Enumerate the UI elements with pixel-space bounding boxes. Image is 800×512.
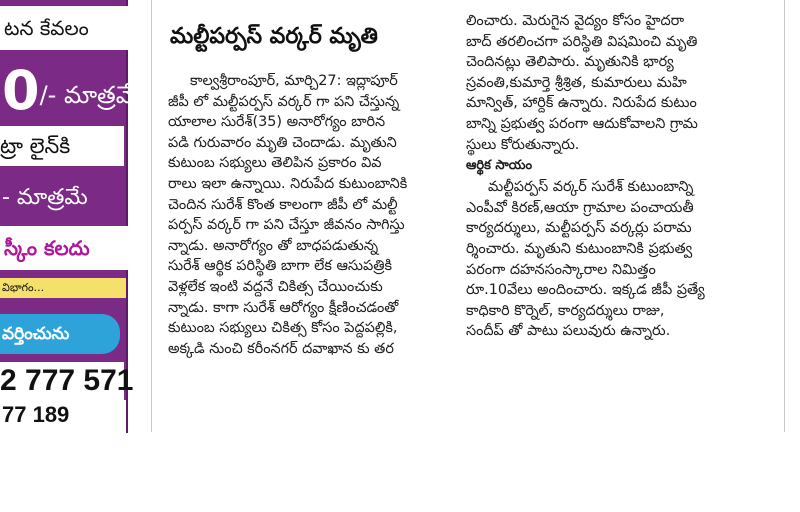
ad-line-offer: టన కేవలం [0, 6, 128, 50]
article-column-2-body [466, 11, 756, 155]
ad-line-scheme: స్కీం కలదు [0, 226, 128, 270]
text-line: యాలాల సురేశ్‌(35) అనారోగ్యం బారిన [168, 114, 386, 131]
article-column-1 [168, 71, 450, 359]
ad-phone-secondary: 77 189 [0, 400, 126, 433]
text-line: న్నాడు. అనారోగ్యం తో బాధపడుతున్న [168, 237, 379, 254]
text-line: న్నాడు. కాగా సురేశ్‌ ఆరోగ్యం క్షీణించడంతో [168, 299, 399, 316]
text-line: చెందిన సురేశ్‌ కొంత కాలంగా జీపీ లో మల్టీ [168, 196, 398, 213]
text-line: కార్యదర్శులు, మల్టీపర్పస్‌ వర్కర్లు పరామ [466, 220, 692, 237]
text-line: కాధికారి కొర్నెల్‌, కార్యదర్శులు రాజు, [466, 302, 665, 319]
text-line: స్రవంతి,కుమార్తె శ్రీశ్రిత, కుమారులు మహి [466, 74, 687, 91]
advertisement-panel [0, 0, 142, 433]
text-line: బాద్‌ తరలించగా పరిస్థితి విషమించి మృతి [466, 33, 698, 50]
article-column-2 [466, 11, 756, 342]
ad-line-4: - మాత్రమే [2, 185, 88, 210]
text-line: బాన్ని ప్రభుత్వ పరంగా ఆదుకోవాలని గ్రామ [466, 115, 698, 132]
text-line: జీపీ లో మల్టీపర్పస్‌ వర్కర్‌ గా పని చేస్తున్న [168, 93, 400, 110]
text-line: ర్శించారు. మృతుని కుటుంబానికి ప్రభుత్వ [466, 240, 693, 257]
text-line: చెందినట్లు తెలిపారు. మృతునికి భార్య [466, 54, 674, 71]
text-line: ఎంపీవో కిరణ్‌,ఆయా గ్రామాల పంచాయతీ [466, 199, 694, 216]
text-line: మాన్విత్‌, హార్దిక్‌ ఉన్నారు. నిరుపేద కుటుం [466, 95, 697, 112]
ad-price-digit: 0 [2, 59, 40, 122]
text-line: కుటుంబ సభ్యులు తెలిపిన ప్రకారం వివ [168, 155, 382, 172]
text-line: లించారు. మెరుగైన వైద్యం కోసం హైదరా [466, 13, 685, 29]
text-line: పరంగా దహనసంస్కారాల నిమిత్తం [466, 261, 656, 278]
text-line: కుటుంబ సభ్యులు చికిత్స కోసం పెద్దపల్లికి, [168, 320, 398, 337]
text-line: అక్కడి నుంచి కరీంనగర్‌ దవాఖాన కు తర [168, 340, 394, 357]
article-column-2-continued [466, 177, 756, 342]
text-line: కాల్వశ్రీరాంపూర్‌, మార్చి27: ఇద్లాపూర్‌ [190, 73, 398, 89]
text-line: మల్టీపర్పస్‌ వర్కర్‌ సురేశ్‌ కుటుంబాన్ని [488, 179, 694, 196]
ad-line-department: విభాగం... [0, 278, 126, 298]
column-divider [151, 0, 152, 432]
ad-price-suffix: /- మాత్రమే [39, 81, 142, 109]
ad-line-3: ట్రా లైన్‌కి [0, 126, 124, 166]
ad-line-applicable: వర్తించును [0, 314, 120, 354]
column-divider-right [784, 0, 785, 432]
text-line: రూ.10వేలు అందించారు. ఇక్కడ జీపీ ప్రత్యే [466, 282, 705, 299]
article-subheading: ఆర్థిక సాయం [466, 158, 533, 174]
text-line: పడి గురువారం మృతి చెందాడు. మృతుని [168, 134, 397, 151]
ad-phone-primary: 2 777 571 [0, 362, 124, 400]
text-line: రాలు ఇలా ఉన్నాయి. నిరుపేద కుటుంబానికి [168, 175, 408, 192]
text-line: సురేశ్‌ ఆర్థిక పరిస్థితి బాగా లేక ఆసుపత్రికి [168, 258, 393, 275]
article-headline: మల్టీపర్పస్‌ వర్కర్‌ మృతి [170, 24, 378, 49]
text-line: స్థులు కోరుతున్నారు. [466, 136, 580, 153]
text-line: సందీప్‌ తో పాటు పలువురు ఉన్నారు. [466, 323, 671, 340]
text-line: వెళ్లలేక ఇంటి వద్దనే చికిత్స చేయించుకు [168, 278, 383, 295]
ad-price [0, 56, 142, 126]
text-line: పర్పస్‌ వర్కర్‌ గా పని చేస్తూ జీవనం సాగిస్తు [168, 217, 405, 234]
